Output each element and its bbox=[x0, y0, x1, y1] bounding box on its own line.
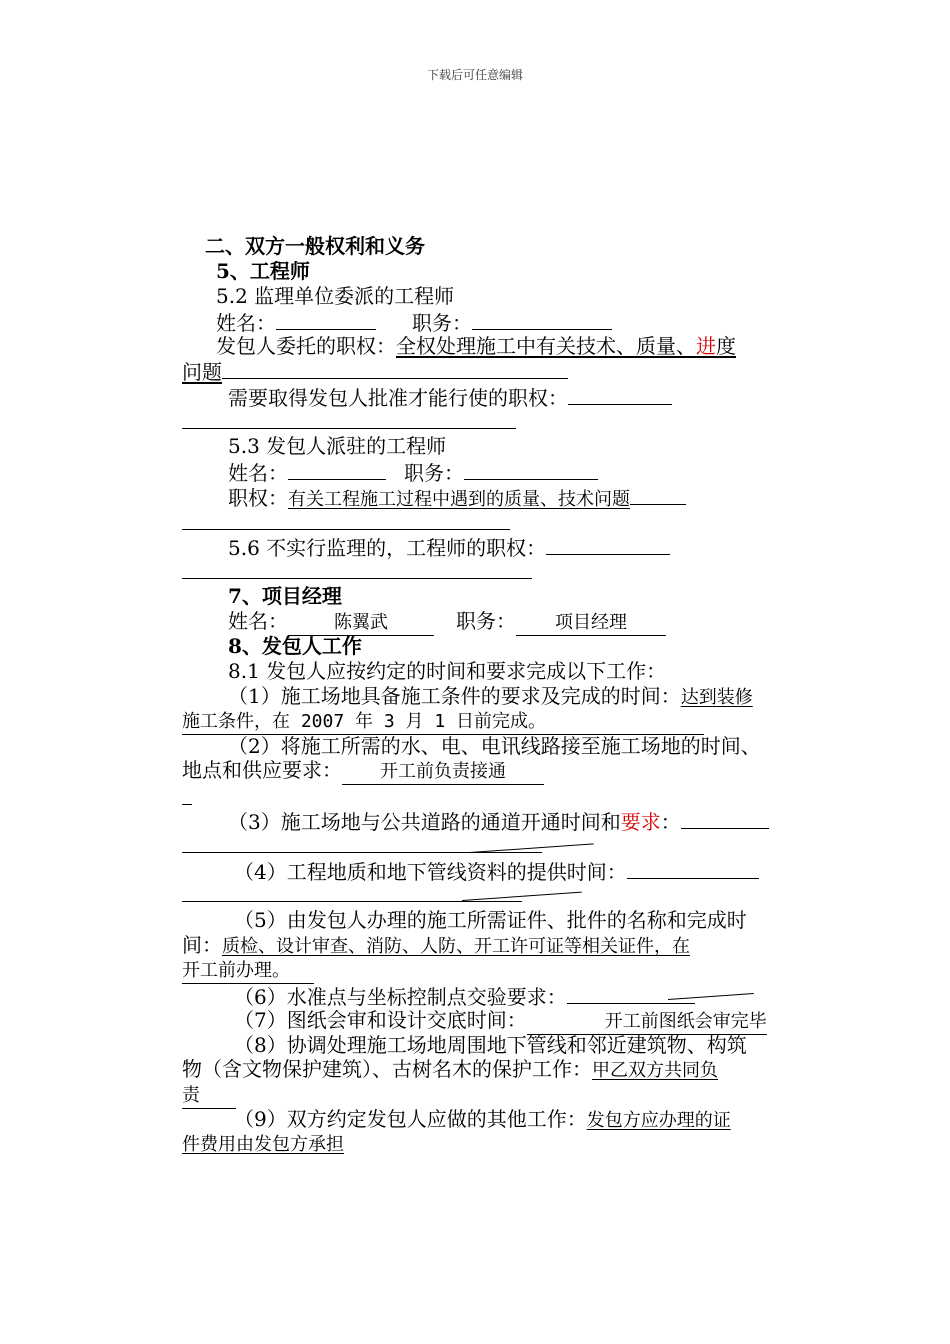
project-manager-row: 姓名： 陈翼武 职务： 项目经理 bbox=[228, 609, 666, 636]
name-label: 姓名： bbox=[216, 311, 276, 335]
approval-needed-row: 需要取得发包人批准才能行使的职权： bbox=[228, 384, 672, 410]
item-4-row: （4）工程地质和地下管线资料的提供时间： bbox=[234, 858, 759, 884]
delegated-authority-label: 发包人委托的职权： bbox=[216, 334, 396, 358]
heading-project-manager: 7、项目经理 bbox=[228, 584, 342, 608]
heading-employer-work: 8、发包人工作 bbox=[228, 634, 362, 658]
item-6-blank[interactable] bbox=[567, 983, 695, 1004]
approval-needed-continuation-line bbox=[182, 428, 516, 429]
clause-5-3-authority-row bbox=[228, 484, 686, 512]
authority-label: 职权： bbox=[228, 486, 288, 510]
name-blank-field[interactable] bbox=[276, 309, 376, 330]
item-5-row: （5）由发包人办理的施工所需证件、批件的名称和完成时 bbox=[234, 908, 747, 932]
item-5-row-cont: 间：质检、设计审查、消防、人防、开工许可证等相关证件，在 bbox=[182, 933, 690, 957]
item-9-row: （9）双方约定发包人应做的其他工作：发包方应办理的证 bbox=[234, 1107, 731, 1131]
item-4-blank[interactable] bbox=[627, 858, 759, 879]
delegated-authority-value-cont: 问题 bbox=[182, 358, 568, 384]
clause-5-3-title: 5.3 发包人派驻的工程师 bbox=[228, 434, 447, 458]
item-4-continuation-line bbox=[182, 901, 522, 902]
authority-5-3-value: 有关工程施工过程中遇到的质量、技术问题 bbox=[288, 489, 630, 510]
project-manager-duty: 项目经理 bbox=[516, 611, 666, 636]
authority-5-3-continuation-line bbox=[182, 529, 510, 530]
item-5-row-cont2: 开工前办理。 bbox=[182, 957, 314, 984]
delegated-authority-value: 全权处理施工中有关技术、质量、进度 bbox=[396, 334, 736, 358]
item-2-row: （2）将施工所需的水、电、电讯线路接至施工场地的时间、 bbox=[228, 734, 761, 758]
item-8-row-cont2: 责 bbox=[182, 1082, 236, 1109]
clause-5-6-continuation-line bbox=[182, 578, 532, 579]
heading-engineer: 5、工程师 bbox=[216, 259, 310, 283]
item-1-row: （1）施工场地具备施工条件的要求及完成的时间：达到装修 bbox=[228, 684, 753, 708]
item-8-row: （8）协调处理施工场地周围地下管线和邻近建筑物、构筑 bbox=[234, 1033, 747, 1057]
item-3-blank[interactable] bbox=[681, 808, 769, 829]
clause-8-1: 8.1 发包人应按约定的时间和要求完成以下工作： bbox=[228, 659, 667, 683]
duty-label: 职务： bbox=[412, 311, 472, 335]
clause-5-2-name-duty-row bbox=[216, 309, 612, 335]
delegated-authority-row bbox=[216, 334, 736, 358]
clause-5-6-blank[interactable] bbox=[546, 534, 670, 555]
item-1-row-cont: 施工条件，在 2007 年 3 月 1 日前完成。 bbox=[182, 708, 704, 735]
item-3-row: （3）施工场地与公共道路的通道开通时间和要求： bbox=[228, 808, 769, 834]
item-4-slant-mark bbox=[462, 892, 582, 901]
page-header-note: 下载后可任意编辑 bbox=[426, 68, 523, 82]
duty-blank-field[interactable] bbox=[472, 309, 612, 330]
authority-5-3-blank bbox=[630, 484, 686, 505]
clause-5-2-title: 5.2 监理单位委派的工程师 bbox=[216, 284, 455, 308]
clause-5-3-name-duty-row: 姓名： 职务： bbox=[228, 459, 598, 485]
approval-needed-blank[interactable] bbox=[568, 384, 672, 405]
delegated-authority-blank[interactable] bbox=[222, 358, 568, 379]
section-title: 二、双方一般权利和义务 bbox=[205, 234, 425, 258]
item-6-row: （6）水准点与坐标控制点交验要求： bbox=[234, 983, 695, 1009]
item-2-row-cont: 地点和供应要求： 开工前负责接通 bbox=[182, 758, 544, 785]
project-manager-name: 陈翼武 bbox=[288, 611, 434, 636]
item-8-row-cont: 物（含文物保护建筑）、古树名木的保护工作：甲乙双方共同负 bbox=[182, 1057, 718, 1081]
item-2-stub-line bbox=[182, 804, 192, 805]
name-blank-field-5-3[interactable] bbox=[288, 459, 386, 480]
item-7-row: （7）图纸会审和设计交底时间： 开工前图纸会审完毕 bbox=[234, 1008, 767, 1035]
duty-blank-field-5-3[interactable] bbox=[464, 459, 598, 480]
item-3-continuation-line bbox=[182, 852, 542, 853]
item-9-row-cont: 件费用由发包方承担 bbox=[182, 1134, 344, 1155]
clause-5-6-row: 5.6 不实行监理的，工程师的职权： bbox=[228, 534, 670, 560]
